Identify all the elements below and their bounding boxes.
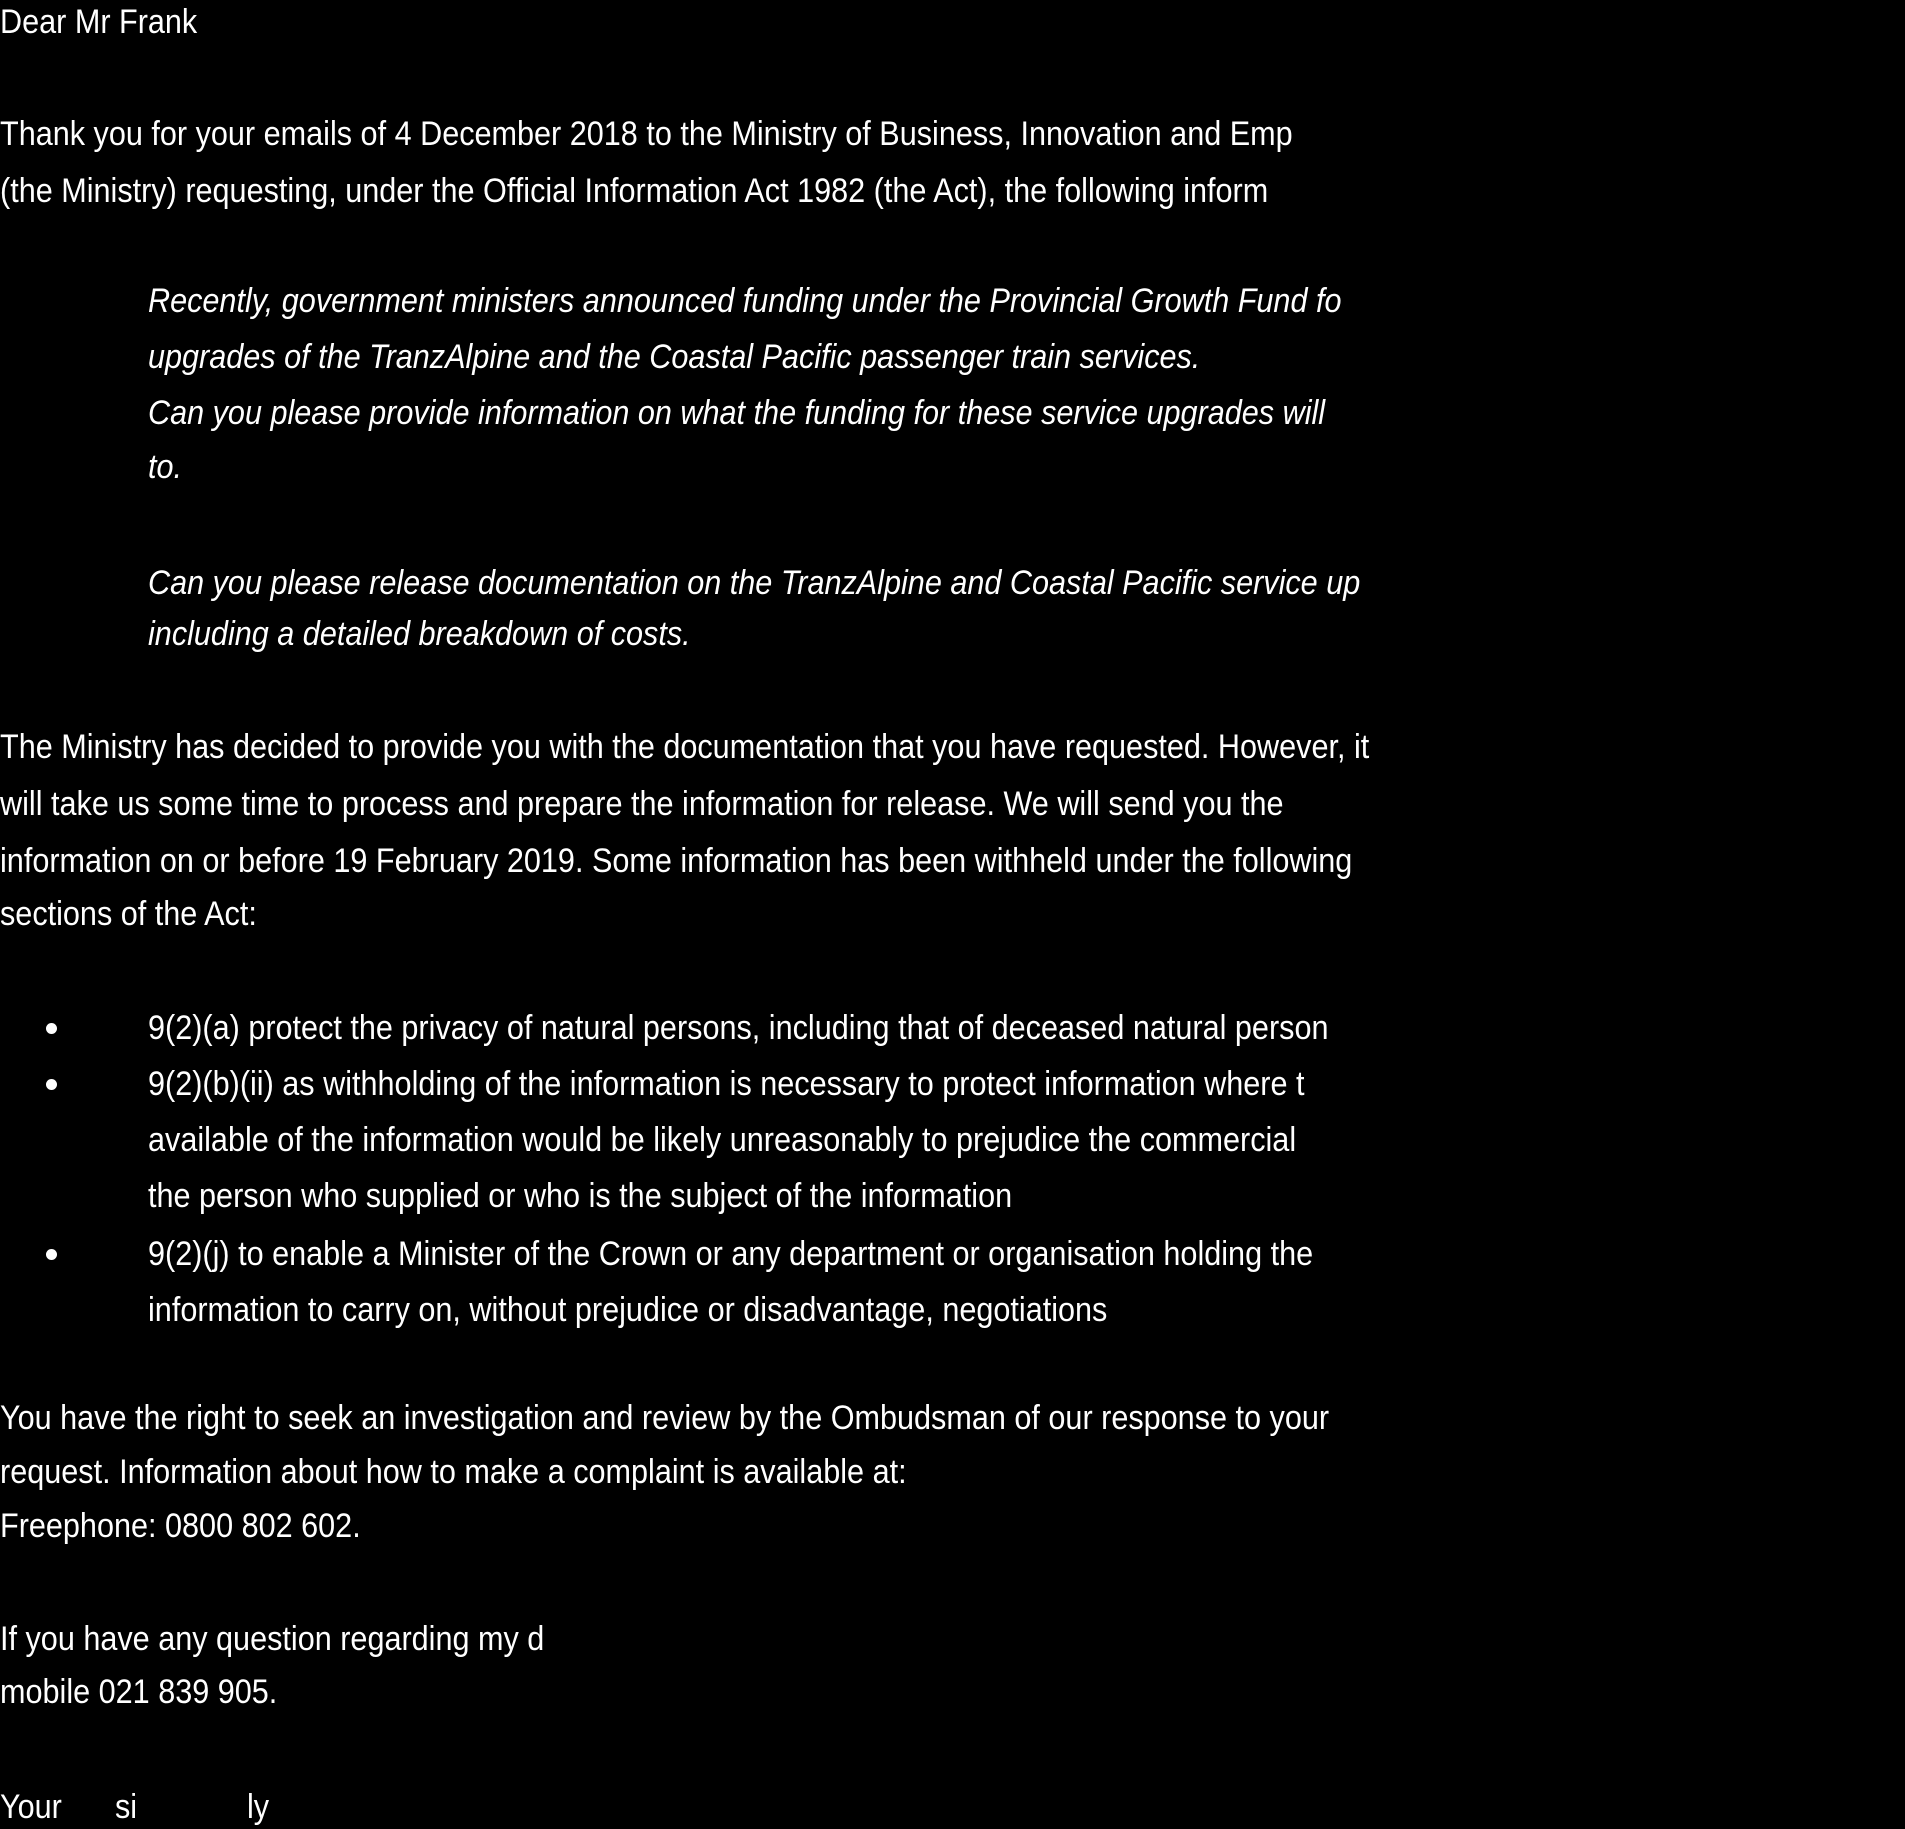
contact-line: If you have any question regarding my d [0,1620,545,1658]
bullet-item-cont: information to carry on, without prejudice or disadvantage, negotiations [148,1291,1108,1329]
ombudsman-line: You have the right to seek an investigation and review by the Ombudsman of our response to your [0,1399,1330,1437]
intro-line: (the Ministry) requesting, under the Official Information Act 1982 (the Act), the following inform [0,172,1269,210]
bullet-icon [46,1079,57,1090]
decision-line: will take us some time to process and prepare the information for release. We will send you the [0,785,1284,823]
quote-line: Can you please provide information on what the funding for these service upgrades will [148,394,1326,432]
bullet-icon [46,1249,57,1260]
bullet-item-cont: available of the information would be likely unreasonably to prejudice the commercial [148,1121,1297,1159]
quote-line: including a detailed breakdown of costs. [148,615,691,653]
salutation: Dear Mr Frank [0,3,198,41]
decision-line: The Ministry has decided to provide you with the documentation that you have requested. However, it [0,728,1370,766]
signoff-word: Your [0,1788,62,1826]
quote-line: upgrades of the TranzAlpine and the Coastal Pacific passenger train services. [148,338,1201,376]
ombudsman-line: request. Information about how to make a complaint is available at: [0,1453,907,1491]
bullet-icon [46,1023,57,1034]
freephone: Freephone: 0800 802 602. [0,1507,361,1545]
contact-mobile: mobile 021 839 905. [0,1673,278,1711]
signoff-word: si [115,1788,138,1826]
intro-line: Thank you for your emails of 4 December 2018 to the Ministry of Business, Innovation and Emp [0,115,1293,153]
quote-line: to. [148,448,183,486]
decision-line: sections of the Act: [0,895,257,933]
bullet-item: 9(2)(a) protect the privacy of natural persons, including that of deceased natural person [148,1009,1329,1047]
quote-line: Can you please release documentation on the TranzAlpine and Coastal Pacific service up [148,564,1361,602]
decision-line: information on or before 19 February 2019. Some information has been withheld under the following [0,842,1353,880]
bullet-item: 9(2)(b)(ii) as withholding of the information is necessary to protect information where t [148,1065,1305,1103]
signoff-word: ly [247,1788,270,1826]
bullet-item: 9(2)(j) to enable a Minister of the Crown or any department or organisation holding the [148,1235,1314,1273]
bullet-item-cont: the person who supplied or who is the subject of the information [148,1177,1013,1215]
quote-line: Recently, government ministers announced funding under the Provincial Growth Fund fo [148,282,1342,320]
